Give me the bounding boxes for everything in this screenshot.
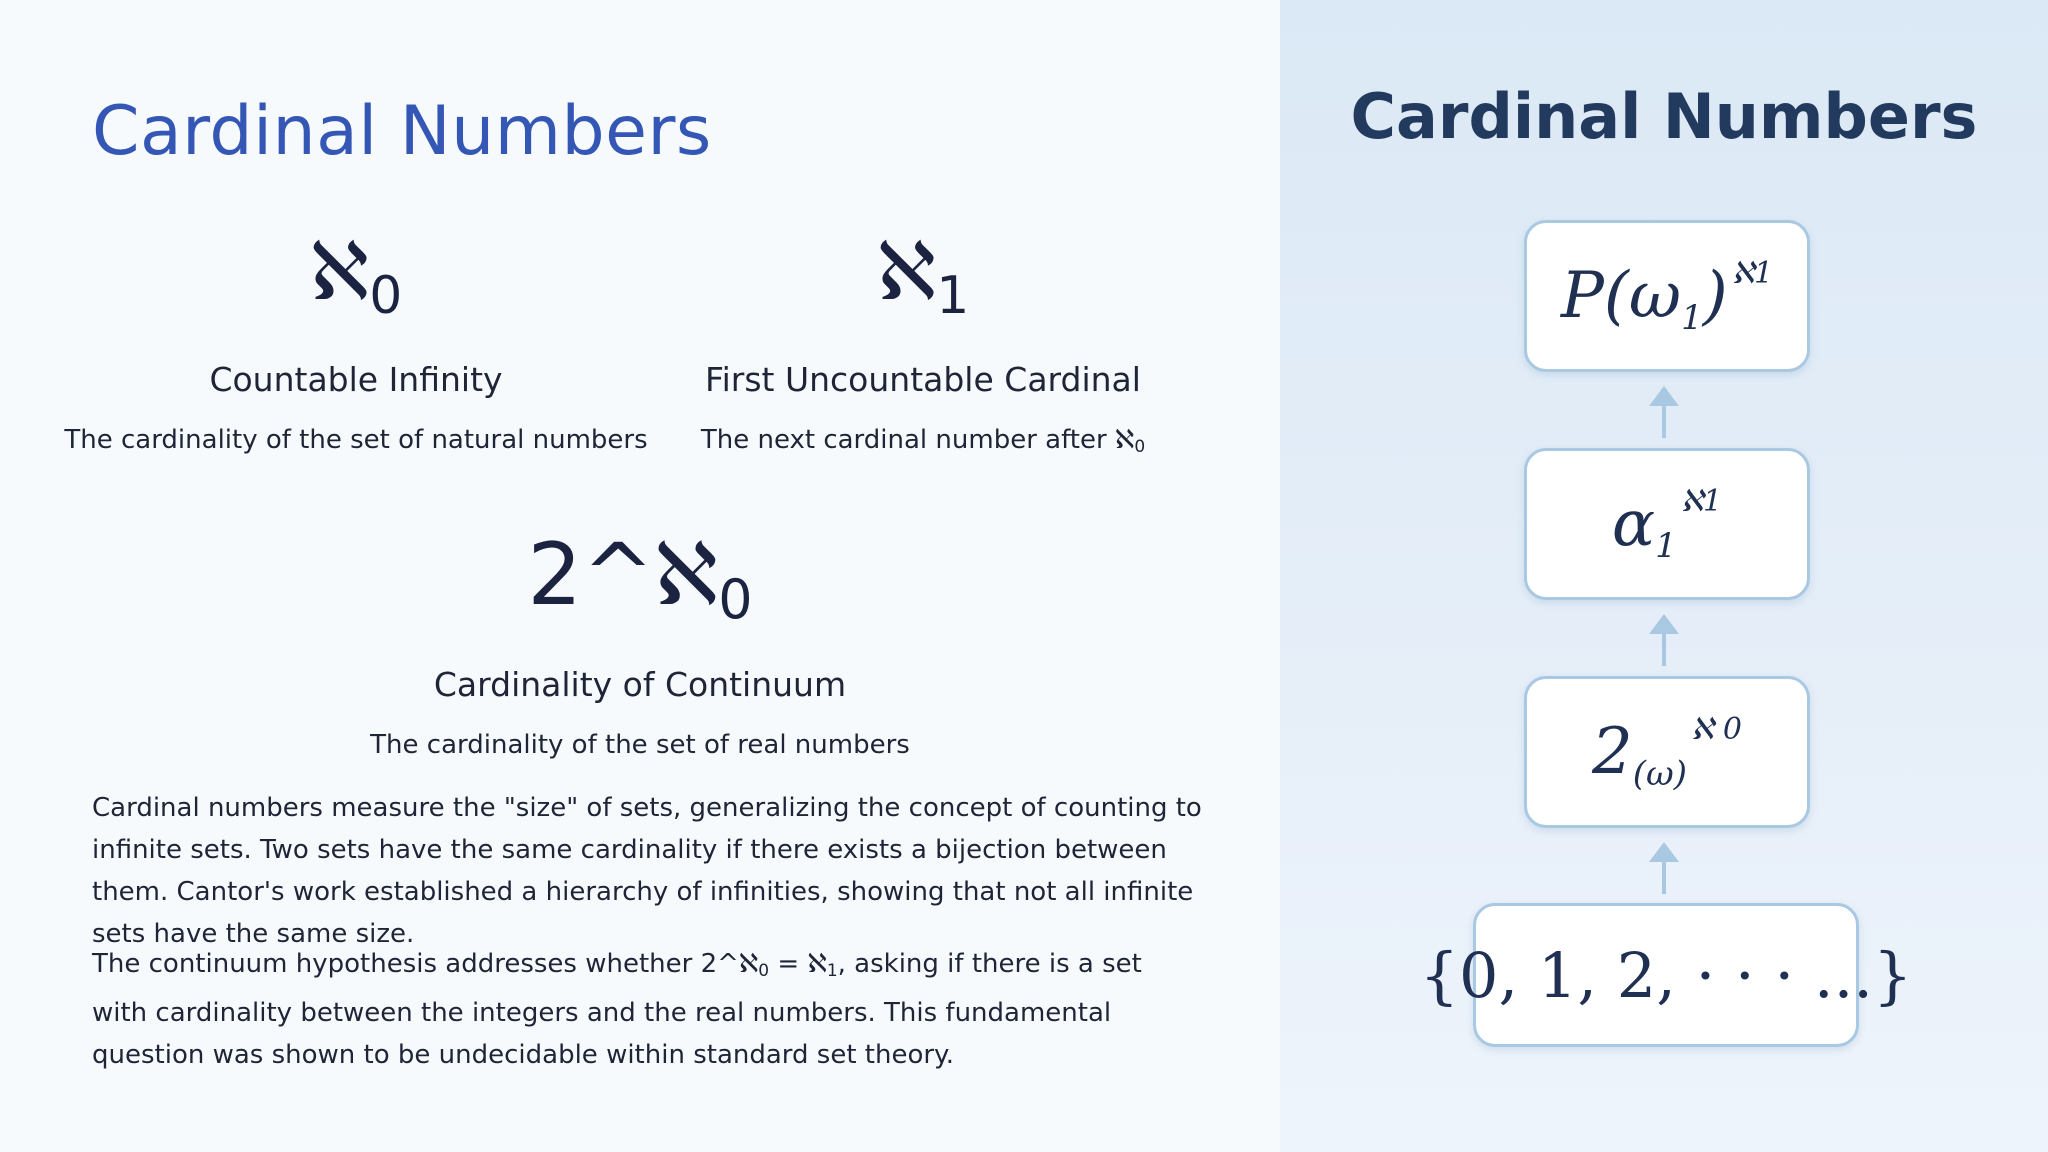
card-continuum (340, 525, 940, 760)
aleph-one-symbol: ℵ$_1$ (876, 225, 970, 326)
card-title: First Uncountable Cardinal (705, 360, 1141, 399)
paragraph-cardinal-intro: Cardinal numbers measure the "size" of sets, generalizing the concept of counting to infinite sets. Two sets have the same cardinality if there exists a bijection between them. Cantor's work established a hierarchy of infinities, showing that not all infinite sets have the same size. (92, 793, 1202, 949)
card-aleph-one (638, 225, 1208, 457)
alpha-expression: $\alpha 1^{ℵ1}$ (1611, 484, 1723, 566)
continuum-symbol: 2^ℵ$_0$ (527, 525, 753, 631)
card-description: The next cardinal number after ℵ$_0$ (700, 425, 1146, 457)
card-title: Cardinality of Continuum (433, 665, 847, 704)
natural-numbers-set: {0, 1, 2, · · · ...} (1419, 938, 1913, 1012)
arrow-up-icon (1647, 612, 1681, 668)
diagram-title: Cardinal Numbers (1350, 80, 1978, 153)
paragraph-continuum-hypothesis: The continuum hypothesis addresses whether 2^ℵ$_0$ = ℵ$_1$, asking if there is a set with cardinality between the integers and the real numbers. This fundamental question was shown to be undecidable within standard set theory. (92, 949, 1142, 1070)
aleph-zero-symbol: ℵ$_0$ (309, 225, 403, 326)
arrow-up-icon (1647, 840, 1681, 896)
two-power-expression: $2(\omega)^{ℵ 0}$ (1592, 712, 1742, 794)
box-alpha (1524, 448, 1810, 600)
arrow-up-icon (1647, 384, 1681, 440)
card-description: The cardinality of the set of natural numbers (64, 425, 648, 455)
box-two-power (1524, 676, 1810, 828)
card-description: The cardinality of the set of real numbers (370, 730, 910, 760)
box-power-set (1524, 220, 1810, 372)
card-aleph-zero (56, 225, 656, 455)
box-natural-numbers (1419, 903, 1913, 1047)
page-title: Cardinal Numbers (92, 92, 712, 171)
power-set-expression: P(ω1) $^{ℵ1}$ (1560, 256, 1774, 338)
card-title: Countable Infinity (209, 360, 503, 399)
